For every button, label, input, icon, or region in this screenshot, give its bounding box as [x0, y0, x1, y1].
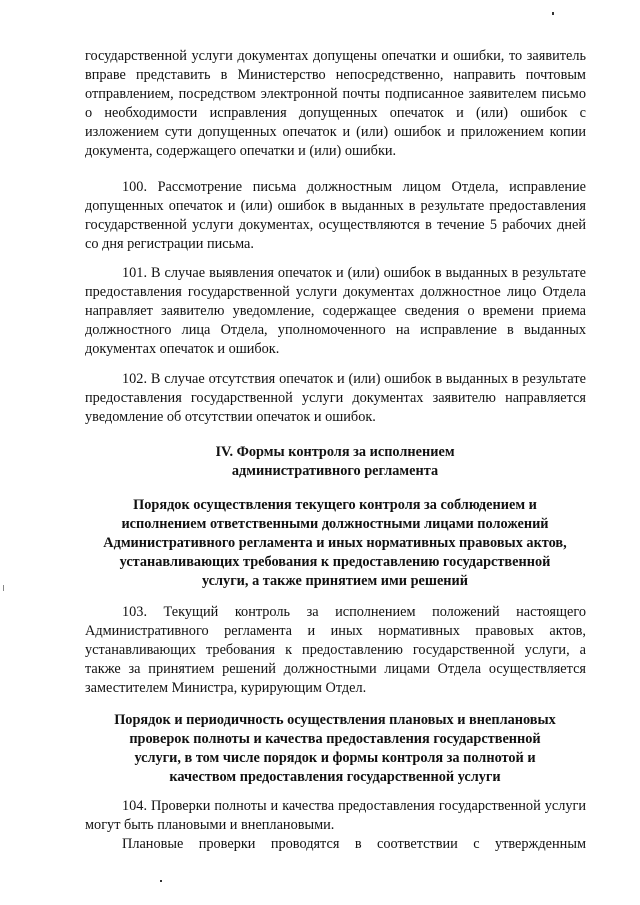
scan-speck-bottom — [160, 880, 162, 882]
paragraph-103: 103. Текущий контроль за исполнением положений настоящего Административного регламента и иных нормативных правовых актов, устанавливающих требования к предоставлению государственной услуги, а также за принятием решений должностными лицами Отдела осуществляется заместителем Министра, курирующим Отдел. — [85, 604, 586, 696]
paragraph-101: 101. В случае выявления опечаток и (или) ошибок в выданных в результате предоставления государственной услуги документах должностное лицо Отдела направляет заявителю уведомление, содержащее сведения о времени приема должностного лица Отдела, уполномоченного на исправление в выданных документах опечаток и ошибок. — [85, 265, 586, 357]
paragraph-102: 102. В случае отсутствия опечаток и (или) ошибок в выданных в результате предоставления государственной услуги документах заявителю направляется уведомление об отсутствии опечаток и ошибок. — [85, 371, 586, 425]
scan-speck-top — [552, 12, 554, 15]
scan-edge-mark — [3, 585, 4, 591]
paragraph-100: 100. Рассмотрение письма должностным лицом Отдела, исправление допущенных опечаток и (или) ошибок в выданных в результате предоставления государственной услуги документах, осуществляются в течение 5 рабочих дней со дня регистрации письма. — [85, 179, 586, 252]
paragraph-104-continued: Плановые проверки проводятся в соответствии с утвержденным — [122, 836, 586, 852]
subsection-inspections-title: Порядок и периодичность осуществления плановых и внеплановых проверок полноты и качества предоставления государственной услуги, в том числе порядок и формы контроля за полнотой и качеством предоставления государственной услуги — [114, 712, 556, 785]
paragraph-104: 104. Проверки полноты и качества предоставления государственной услуги могут быть плановыми и внеплановыми. — [85, 798, 586, 833]
paragraph-intro: государственной услуги документах допущены опечатки и ошибки, то заявитель вправе представить в Министерство непосредственно, направить почтовым отправлением, посредством электронной почты подписанное заявителем письмо о необходимости исправления допущенных опечаток и (или) ошибок с изложением сути допущенных опечаток и (или) ошибок и приложением копии документа, содержащего опечатки и (или) ошибки. — [85, 48, 586, 159]
subsection-current-control-title: Порядок осуществления текущего контроля за соблюдением и исполнением ответственными должностными лицами положений Административного регламента и иных нормативных правовых актов, устанавливающих требования к предоставлению государственной услуги, а также принятием ими решений — [103, 497, 567, 589]
section-4-title: IV. Формы контроля за исполнением административного регламента — [215, 444, 455, 479]
